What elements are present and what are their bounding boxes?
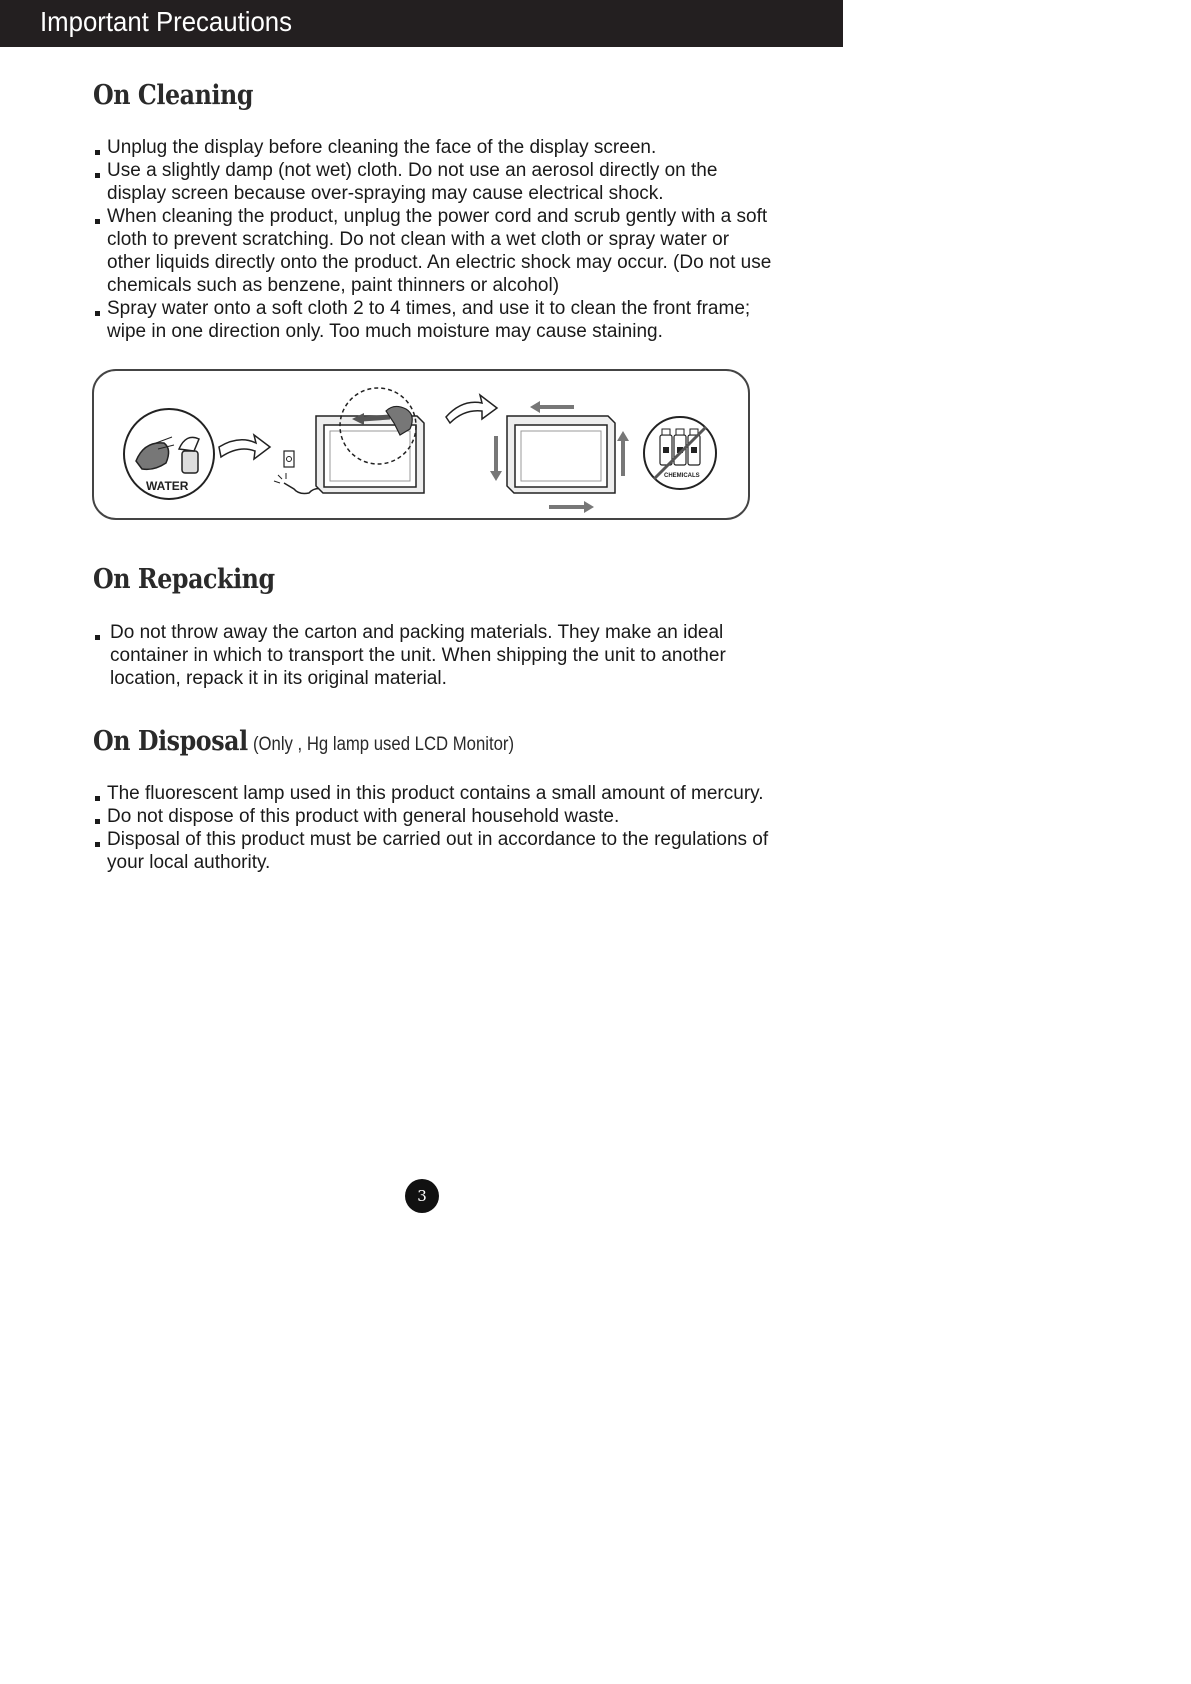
list-item: Use a slightly damp (not wet) cloth. Do not use an aerosol directly on the display screen because over-spraying may cause electrical shock. bbox=[93, 159, 773, 205]
list-item: Do not dispose of this product with general household waste. bbox=[93, 805, 773, 828]
repacking-list bbox=[93, 621, 773, 690]
bullet-icon bbox=[95, 173, 100, 178]
bullet-icon bbox=[95, 842, 100, 847]
outlet-icon bbox=[284, 451, 294, 467]
bullet-icon bbox=[95, 819, 100, 824]
arrow-icon bbox=[446, 395, 497, 423]
page-number: 3 bbox=[405, 1179, 439, 1213]
bullet-icon bbox=[95, 635, 100, 640]
bullet-icon bbox=[95, 150, 100, 155]
header-bar bbox=[0, 0, 843, 47]
monitor-icon bbox=[507, 416, 615, 493]
water-spray-icon bbox=[124, 409, 214, 499]
disposal-heading: On Disposal (Only , Hg lamp used LCD Monitor) bbox=[93, 726, 515, 757]
water-label: WATER bbox=[146, 479, 189, 493]
bullet-icon bbox=[95, 219, 100, 224]
list-item: Do not throw away the carton and packing materials. They make an ideal container in which to transport the unit. When shipping the unit to another location, repack it in its original material. bbox=[93, 621, 773, 690]
chemicals-label: CHEMICALS bbox=[664, 473, 700, 479]
list-item: When cleaning the product, unplug the power cord and scrub gently with a soft cloth to prevent scratching. Do not clean with a wet cloth or spray water or other liquids directly onto the product. An electric shock may occur. (Do not use chemicals such as benzene, paint thinners or alcohol) bbox=[93, 205, 773, 297]
cleaning-illustration-svg bbox=[94, 371, 752, 522]
cleaning-illustration bbox=[92, 369, 750, 520]
repacking-heading: On Repacking bbox=[93, 564, 275, 595]
list-item: Spray water onto a soft cloth 2 to 4 times, and use it to clean the front frame; wipe in one direction only. Too much moisture may cause staining. bbox=[93, 297, 773, 343]
list-item: Unplug the display before cleaning the face of the display screen. bbox=[93, 136, 773, 159]
no-chemicals-icon bbox=[644, 417, 716, 489]
cleaning-list bbox=[93, 136, 773, 343]
bullet-icon bbox=[95, 311, 100, 316]
disposal-list bbox=[93, 782, 773, 874]
list-item: The fluorescent lamp used in this product contains a small amount of mercury. bbox=[93, 782, 773, 805]
arrow-icon bbox=[219, 435, 270, 459]
bullet-icon bbox=[95, 796, 100, 801]
list-item: Disposal of this product must be carried out in accordance to the regulations of your local authority. bbox=[93, 828, 773, 874]
cleaning-heading: On Cleaning bbox=[93, 80, 254, 111]
disposal-note: (Only , Hg lamp used LCD Monitor) bbox=[252, 734, 515, 755]
page-header-title: Important Precautions bbox=[40, 6, 293, 37]
